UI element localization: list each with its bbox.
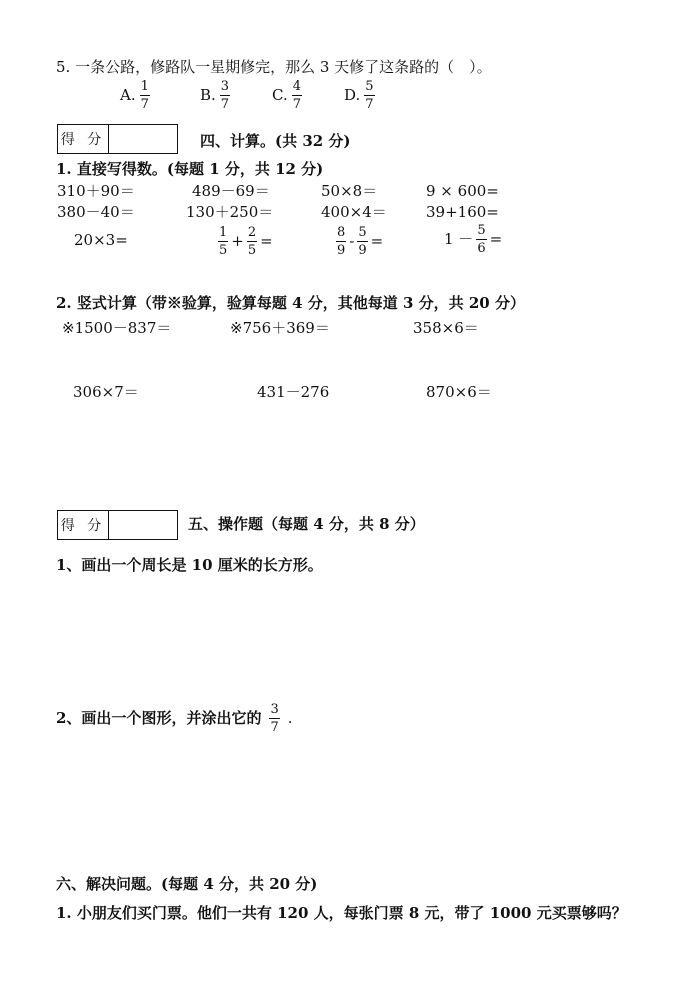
score-label: 得 分 bbox=[58, 125, 109, 153]
fraction: $\frac{5}{6}$ bbox=[477, 223, 486, 256]
section4-part2-title: 2. 竖式计算（带※验算，验算每题 4 分，其他每道 3 分，共 20 分） bbox=[56, 294, 525, 312]
q2-text: 2、画出一个图形，并涂出它的 bbox=[56, 709, 262, 727]
section4-title: 四、计算。(共 32 分) bbox=[200, 132, 351, 150]
operand: 1 － bbox=[444, 230, 474, 248]
score-label: 得 分 bbox=[58, 511, 109, 539]
score-box-5 bbox=[57, 510, 178, 540]
option-label: C. bbox=[272, 86, 288, 104]
q5-option-d[interactable] bbox=[344, 80, 375, 111]
calc-item: 9 × 600= bbox=[426, 182, 499, 200]
calc-item: 130＋250＝ bbox=[186, 203, 274, 221]
q5-option-c[interactable] bbox=[272, 80, 302, 111]
q5-option-b[interactable] bbox=[200, 80, 230, 111]
fraction: $\frac{2}{5}$ bbox=[247, 225, 257, 258]
vertical-calc-item: 870×6＝ bbox=[426, 383, 492, 401]
equals: = bbox=[489, 230, 503, 248]
vertical-calc-item: ※756＋369＝ bbox=[230, 319, 330, 337]
section5-title: 五、操作题（每题 4 分，共 8 分） bbox=[188, 515, 425, 533]
calc-item: 20×3= bbox=[74, 231, 128, 249]
calc-item: 50×8＝ bbox=[321, 182, 378, 200]
q2-end: . bbox=[287, 709, 293, 727]
fraction: $\frac{8}{9}$ bbox=[337, 225, 346, 258]
calc-item: 310＋90＝ bbox=[57, 182, 135, 200]
section5-q2 bbox=[56, 703, 293, 734]
fraction-expression-1 bbox=[218, 224, 273, 257]
operator: - bbox=[349, 232, 355, 250]
operator: + bbox=[231, 232, 244, 250]
equals: = bbox=[260, 232, 273, 250]
calc-item: 380－40＝ bbox=[57, 203, 135, 221]
fraction-expression-2 bbox=[336, 224, 383, 257]
option-label: B. bbox=[200, 86, 216, 104]
fraction: $\frac{5}{9}$ bbox=[358, 225, 367, 258]
vertical-calc-item: ※1500－837＝ bbox=[62, 319, 172, 337]
vertical-calc-item: 306×7＝ bbox=[73, 383, 139, 401]
section6-title: 六、解决问题。(每题 4 分，共 20 分) bbox=[56, 875, 318, 893]
option-label: D. bbox=[344, 86, 361, 104]
fraction: $\frac{3}{7}$ bbox=[270, 702, 279, 735]
calc-item: 400×4＝ bbox=[321, 203, 387, 221]
fraction: $\frac{4}{7}$ bbox=[292, 79, 301, 112]
fraction-expression-3 bbox=[444, 224, 502, 255]
score-blank[interactable] bbox=[109, 125, 177, 153]
vertical-calc-item: 358×6＝ bbox=[413, 319, 479, 337]
calc-item: 39+160= bbox=[426, 203, 499, 221]
option-label: A. bbox=[120, 86, 136, 104]
score-box-4 bbox=[57, 124, 178, 154]
fraction: $\frac{1}{7}$ bbox=[140, 79, 149, 112]
vertical-calc-item: 431－276 bbox=[257, 383, 330, 401]
fraction: $\frac{3}{7}$ bbox=[220, 79, 230, 112]
section6-q1: 1. 小朋友们买门票。他们一共有 120 人，每张门票 8 元，带了 1000 元买票够吗？ bbox=[56, 904, 627, 922]
fraction: $\frac{5}{7}$ bbox=[365, 79, 374, 112]
q5-text: 5. 一条公路，修路队一星期修完，那么 3 天修了这条路的（ ）。 bbox=[56, 58, 492, 76]
fraction: $\frac{1}{5}$ bbox=[219, 225, 228, 258]
calc-item: 489－69＝ bbox=[192, 182, 270, 200]
q5-option-a[interactable] bbox=[120, 80, 150, 111]
equals: = bbox=[370, 232, 384, 250]
section5-q1: 1、画出一个周长是 10 厘米的长方形。 bbox=[56, 556, 323, 574]
score-blank[interactable] bbox=[109, 511, 177, 539]
section4-part1-title: 1. 直接写得数。(每题 1 分，共 12 分) bbox=[56, 160, 324, 178]
